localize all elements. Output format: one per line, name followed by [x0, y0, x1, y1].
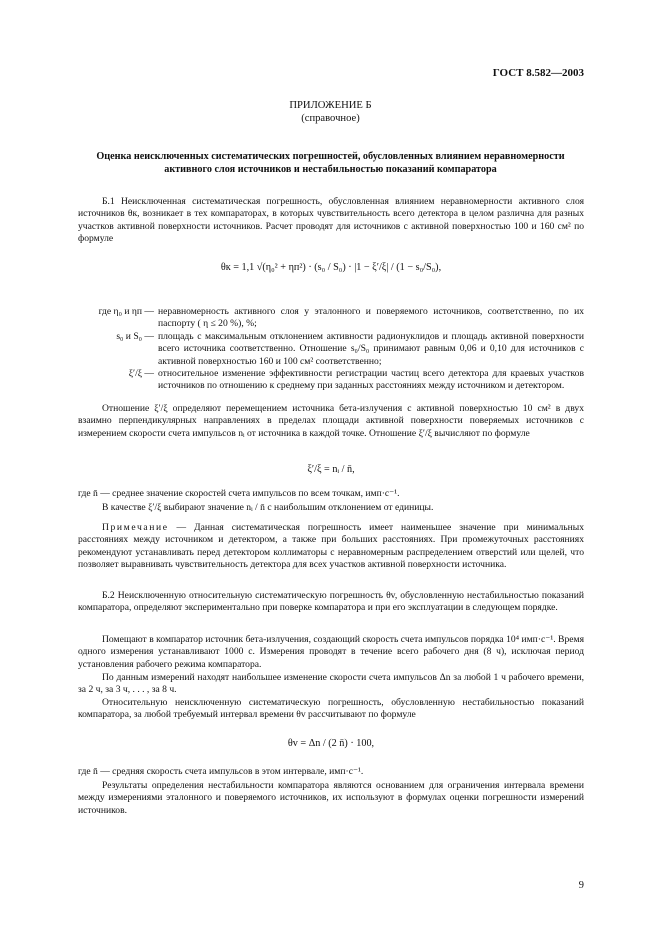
document-number: ГОСТ 8.582—2003 [492, 67, 584, 79]
definition-text: неравномерность активного слоя у эталонного и поверяемого источников, соответственно, по их паспорту ( η ≤ 20 %), %; [158, 306, 584, 330]
definition-item [78, 331, 584, 368]
appendix-title: ПРИЛОЖЕНИЕ Б [289, 100, 372, 111]
paragraph-b2-intro: Б.2 Неисключенную относительную систематическую погрешность θv, обусловленную нестабильностью показаний компаратора, определяют экспериментально при поверке компаратора и при его эксплуатации в следующем порядке. [78, 590, 584, 614]
definition-list-1 [78, 306, 584, 393]
definition-term: ξ′/ξ — [128, 368, 154, 380]
paragraph-b2-source: Помещают в компаратор источник бета-излучения, создающий скорость счета импульсов порядка 10⁴ имп·с⁻¹. Время одного измерения устанавливают 1000 с. Измерения проводят в течение всего рабочего дня (8 ч), исключая период установления рабочего режима компаратора. [78, 634, 584, 670]
note-block [78, 522, 584, 572]
paragraph-where-3: где n̄ — средняя скорость счета импульсов в этом интервале, имп·с⁻¹. [78, 766, 364, 777]
note-label: Примечание [102, 522, 169, 533]
appendix-subtitle: (справочное) [301, 113, 360, 124]
page-number: 9 [578, 880, 584, 891]
definition-text: площадь с максимальным отклонением активности радионуклидов и площадь активной поверхности всего источника соответственно. Отношение s₀/S₀ принимают равным 0,06 и 0,10 для источников с активной поверхностью 160 и 100 см² соответственно; [158, 330, 584, 367]
paragraph-ratio: Отношение ξ′/ξ определяют перемещением источника бета-излучения с активной поверхностью 10 см² в двух взаимно перпендикулярных направлениях в пределах площади активной поверхности поверяемых источников с измерением скорости счета импульсов nᵢ от источника в каждой точке. Отношение ξ′/ξ вычисляют по формуле [78, 403, 584, 439]
section-title: Оценка неисключенных систематических погрешностей, обусловленных влиянием неравномерности активного слоя источников и нестабильностью показаний компаратора [96, 151, 565, 175]
appendix-heading [100, 99, 561, 125]
formula-theta-k: θк = 1,1 √(η₀² + ηп²) · (s₀ / S₀) · |1 − ξ′/ξ| / (1 − s₀/S₀), [220, 262, 442, 273]
definition-text: относительное изменение эффективности регистрации частиц всего детектора для краевых участков источников по отношению к среднему при заданных расстояниях между источником и детектором. [158, 368, 584, 392]
paragraph-where-2: где n̄ — среднее значение скоростей счета импульсов по всем точкам, имп·с⁻¹. [78, 488, 400, 499]
definition-item [78, 368, 584, 393]
formula-ratio: ξ′/ξ = nᵢ / n̄, [307, 464, 355, 475]
paragraph-b2-formula-intro: Относительную неисключенную систематическую погрешность, обусловленную нестабильностью показаний компаратора, за любой требуемый интервал времени θv рассчитывают по формуле [78, 697, 584, 721]
formula-theta-v: θv = Δn / (2 n̄) · 100, [287, 738, 375, 749]
paragraph-b2-data: По данным измерений находят наибольшее изменение скорости счета импульсов Δn за любой 1 ч рабочего времени, за 2 ч, за 3 ч, . . . , за 8 ч. [78, 672, 584, 696]
paragraph-conclusion: Результаты определения нестабильности компаратора являются основанием для ограничения интервала времени между измерениями эталонного и поверяемого источников, их используют в формулах оценки погрешности измерений источников. [78, 780, 584, 816]
definition-item [78, 306, 584, 331]
paragraph-b1-intro: Б.1 Неисключенная систематическая погрешность, обусловленная влиянием неравномерности активного слоя источников θк, возникает в тех компараторах, в которых чувствительность всего детектора в целом различна для разных участков активной поверхности источников. Расчет проводят для источников с активной поверхностью 100 и 160 см² по формуле [78, 196, 584, 245]
definition-term: s₀ и S₀ — [116, 330, 154, 342]
definition-term: где η₀ и ηп — [98, 306, 154, 317]
paragraph-choice: В качестве ξ′/ξ выбирают значение nᵢ / n̄ с наибольшим отклонением от единицы. [102, 502, 434, 513]
note-text: — Данная систематическая погрешность имеет наименьшее значение при минимальных расстояниях между источником и детектором, а также при больших расстояниях. При промежуточных расстояниях рекомендуют устанавливать перед детектором коллиматоры с неравномерным распределением отверстий или щелей, что позволяет выравнивать чувствительность детектора для всех участков активной поверхности источника. [78, 522, 584, 571]
